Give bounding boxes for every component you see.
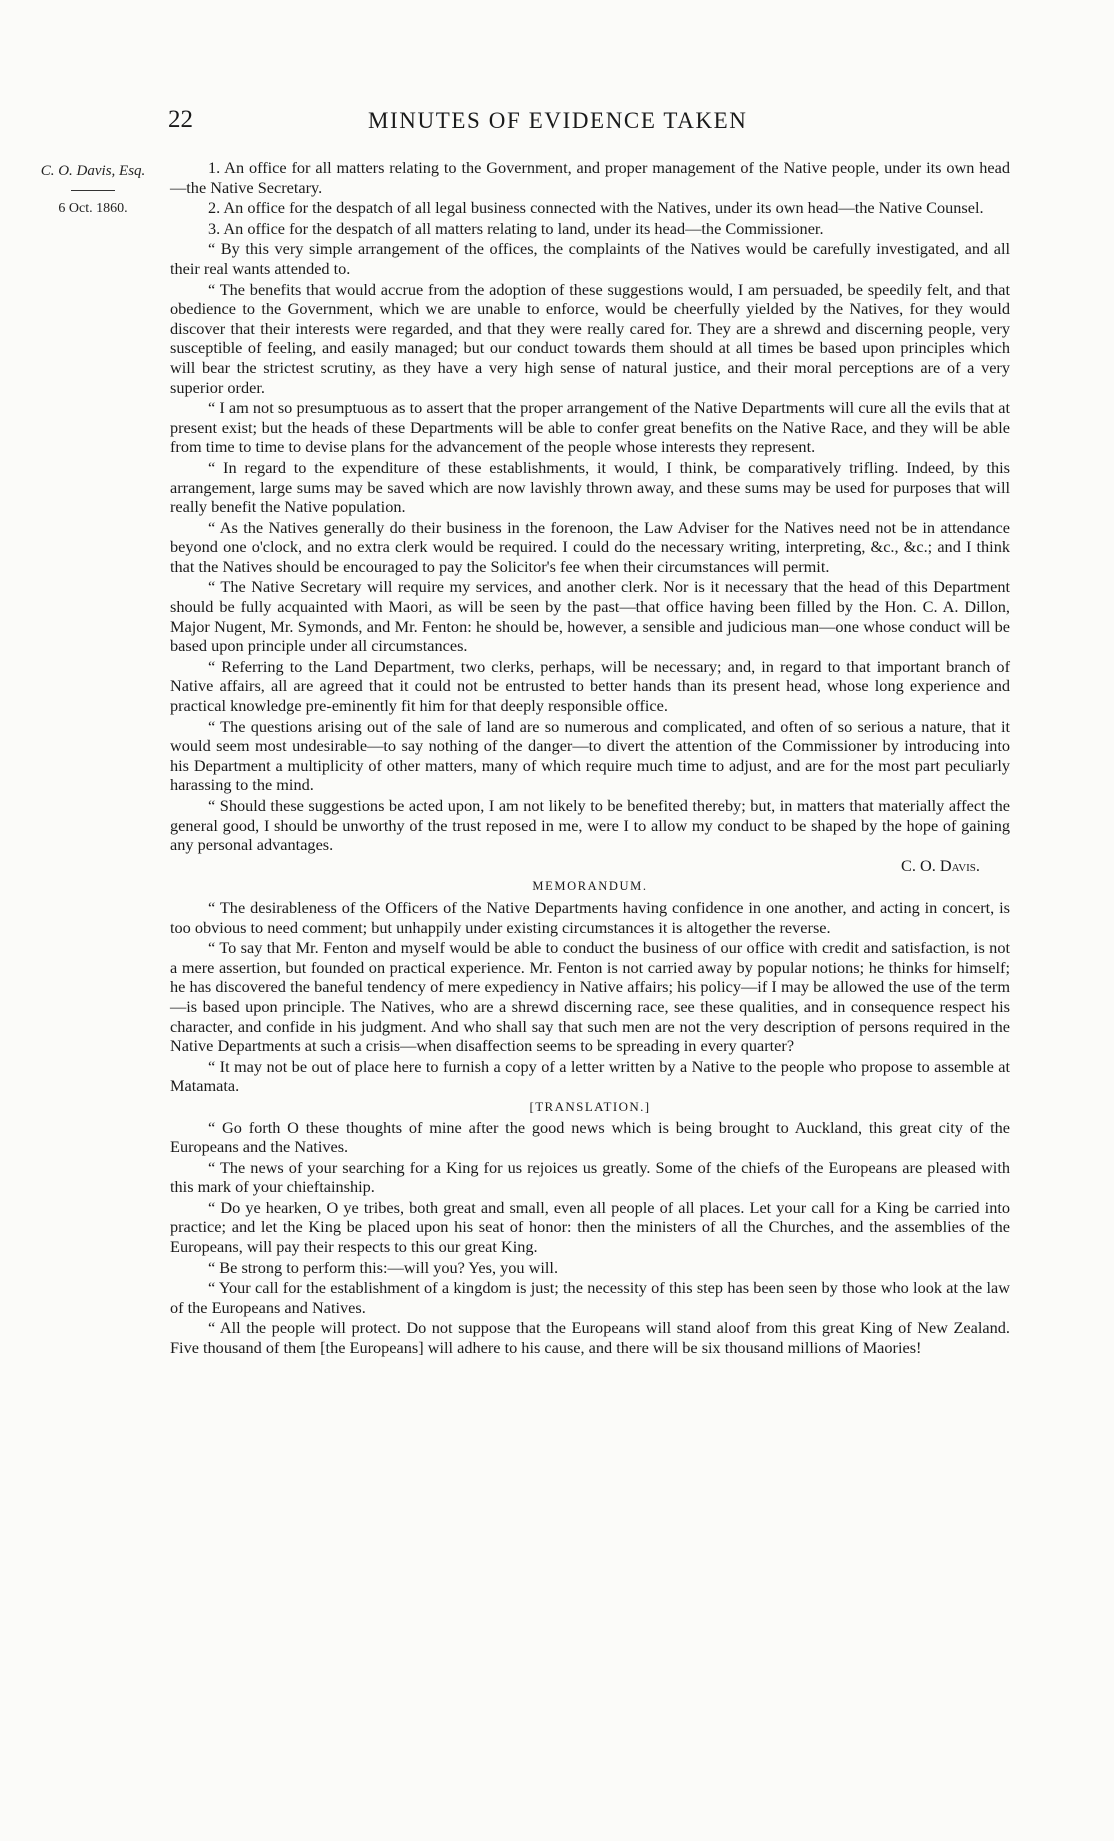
translation-paragraph: “ Be strong to perform this:—will you? Yes, you will. bbox=[208, 1257, 559, 1277]
translation-paragraph: “ Go forth O these thoughts of mine after the good news which is being brought to Auckland, this great city of the Europeans and the Natives. bbox=[170, 1117, 1010, 1157]
paragraph: “ As the Natives generally do their business in the forenoon, the Law Adviser for the Natives need not be in attendance beyond one o'clock, and no extra clerk would be required. I could do the necessary writing, interpreting, &c., &c.; and I think that the Natives should be encouraged to pay the Solicitor's fee when their circumstances will permit. bbox=[170, 517, 1010, 576]
paragraph: “ Referring to the Land Department, two clerks, perhaps, will be necessary; and, in regard to that important branch of Native affairs, all are agreed that it could not be entrusted to better hands than its present head, whose long experience and practical knowledge pre-eminently fit him for that deeply responsible office. bbox=[170, 656, 1010, 716]
translation-paragraph: “ Your call for the establishment of a kingdom is just; the necessity of this step has been seen by those who look at the law of the Europeans and Natives. bbox=[170, 1278, 1010, 1317]
paragraph: “ The benefits that would accrue from the adoption of these suggestions would, I am persuaded, be speedily felt, and that obedience to the Government, which we are unable to enforce, would be cheerfully yielded by the Natives, for they would discover that their interests were regarded, and that they were really cared for. They are a shrewd and discerning people, very susceptible of feeling, and easily managed; but our conduct towards them should at all times be based upon principles which will bear the strictest scrutiny, as they have a very high sense of natural justice, and their moral perceptions are of a very superior order. bbox=[170, 279, 1010, 397]
page-number: 22 bbox=[168, 106, 193, 133]
margin-rule bbox=[71, 190, 115, 191]
translation-paragraph: “ The news of your searching for a King for us rejoices us greatly. Some of the chiefs of the Europeans are pleased with this mark of your chieftainship. bbox=[170, 1157, 1010, 1197]
paragraph: “ By this very simple arrangement of the offices, the complaints of the Natives would be carefully investigated, and all their real wants attended to. bbox=[170, 239, 1010, 278]
signature: C. O. Davis. bbox=[901, 855, 980, 875]
running-title: MINUTES OF EVIDENCE TAKEN bbox=[368, 108, 748, 133]
body-text bbox=[170, 158, 1010, 1359]
paragraph: “ The Native Secretary will require my services, and another clerk. Nor is it necessary that the head of this Department should be fully acquainted with Maori, as will be seen by the past—that office having been filled by the Hon. C. A. Dillon, Major Nugent, Mr. Symonds, and Mr. Fenton: he should be, however, a sensible and judicious man—one whose conduct will be based upon principle under all circumstances. bbox=[170, 577, 1010, 656]
paragraph: “ The questions arising out of the sale of land are so numerous and complicated, and often of so serious a nature, that it would seem most undesirable—to say nothing of the danger—to divert the attention of the Commissioner by introducing into his Department a multiplicity of other matters, many of which require much time to adjust, and are for the most part peculiarly harassing to the mind. bbox=[170, 716, 1010, 795]
margin-note bbox=[18, 162, 168, 218]
paragraph: “ I am not so presumptuous as to assert that the proper arrangement of the Native Departments will cure all the evils that at present exist; but the heads of these Departments will be able to confer great benefits on the Native Race, and they will be able from time to time to devise plans for the advancement of the people whose interests they represent. bbox=[170, 398, 1010, 457]
translation-paragraph: “ Do ye hearken, O ye tribes, both great and small, even all people of all places. Let your call for a King be carried into practice; and let the King be placed upon his seat of honor: then the ministers of all the Churches, and the assemblies of the Europeans, will pay their respects to this our great King. bbox=[170, 1197, 1010, 1257]
memorandum-heading: MEMORANDUM. bbox=[532, 879, 648, 894]
memorandum-paragraph: “ To say that Mr. Fenton and myself would be able to conduct the business of our office with credit and satisfaction, is not a mere assertion, but founded on practical experience. Mr. Fenton is not carried away by popular notions; he thinks for himself; he has discovered the baneful tendency of mere expediency in Native affairs; his policy—if I may be allowed the use of the term—is based upon principle. The Natives, who are a shrewd discerning race, see these qualities, and in consequence respect his character, and confide in his judgment. And who shall say that such men are not the very description of persons required in the Native Departments at such a crisis—when disaffection seems to be spreading in every quarter? bbox=[170, 938, 1010, 1056]
translation-paragraph: “ All the people will protect. Do not suppose that the Europeans will stand aloof from this great King of New Zealand. Five thousand of them [the Europeans] will adhere to his cause, and there will be six thousand millions of Maories! bbox=[170, 1318, 1010, 1358]
memorandum-paragraph: “ The desirableness of the Officers of the Native Departments having confidence in one another, and acting in concert, is too obvious to need comment; but unhappily under existing circumstances it is altogether the reverse. bbox=[170, 897, 1010, 937]
witness-name: C. O. Davis, Esq. bbox=[40, 163, 146, 179]
page-header bbox=[0, 106, 1114, 142]
paragraph: “ In regard to the expenditure of these establishments, it would, I think, be comparatively trifling. Indeed, by this arrangement, large sums may be saved which are now lavishly thrown away, and these sums may be used for purposes that will really benefit the Native population. bbox=[170, 457, 1010, 517]
memorandum-paragraph: “ It may not be out of place here to furnish a copy of a letter written by a Native to the people who propose to assemble at Matamata. bbox=[170, 1056, 1010, 1096]
paragraph: 3. An office for the despatch of all matters relating to land, under its head—the Commissioner. bbox=[208, 218, 824, 238]
translation-heading: [TRANSLATION.] bbox=[529, 1098, 651, 1114]
paragraph: 2. An office for the despatch of all legal business connected with the Natives, under its own head—the Native Counsel. bbox=[208, 198, 984, 218]
paragraph: 1. An office for all matters relating to the Government, and proper management of the Native people, under its own head—the Native Secretary. bbox=[170, 158, 1010, 197]
paragraph: “ Should these suggestions be acted upon, I am not likely to be benefited thereby; but, in matters that materially affect the general good, I should be unworthy of the trust reposed in me, were I to allow my conduct to be shaped by the hope of gaining any personal advantages. bbox=[170, 796, 1010, 855]
evidence-date: 6 Oct. 1860. bbox=[58, 201, 128, 216]
